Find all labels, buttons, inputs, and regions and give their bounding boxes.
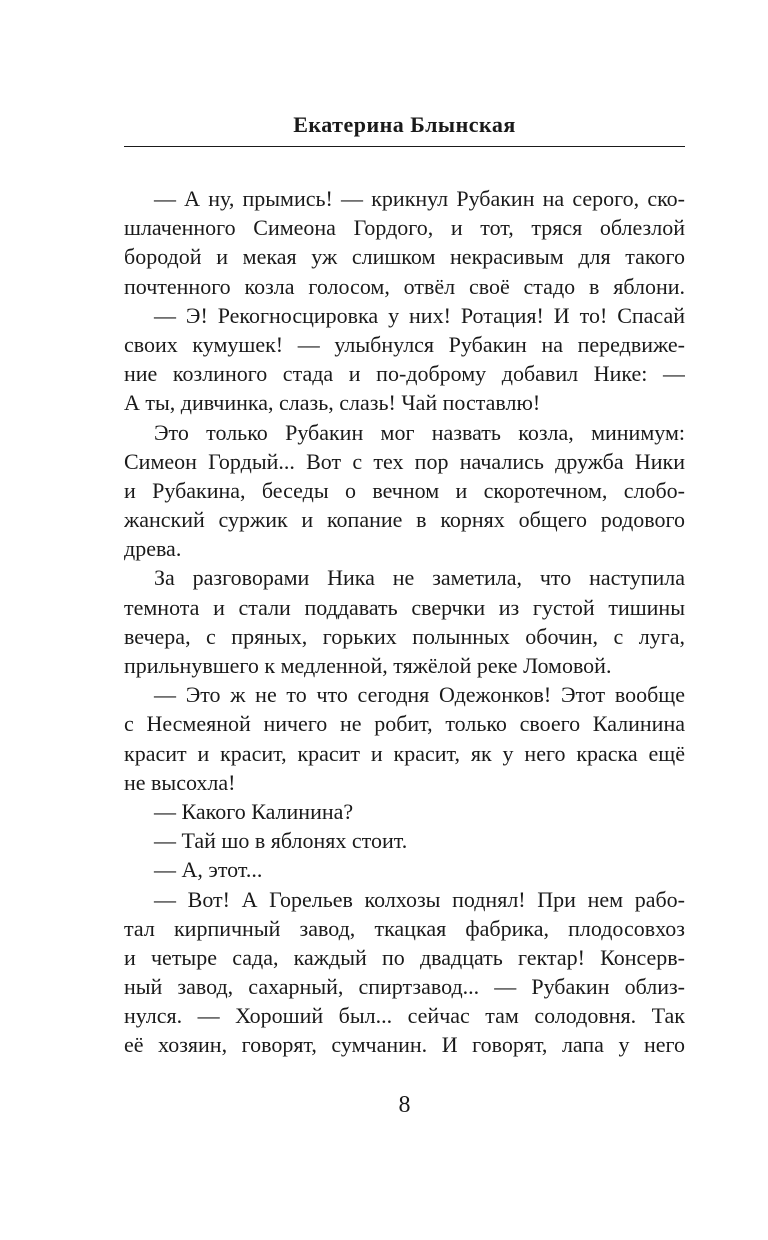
text-line: с Несмеяной ничего не робит, только своего Калинина bbox=[124, 711, 685, 737]
text-line: ный завод, сахарный, спиртзавод... — Рубакин облиз- bbox=[124, 974, 685, 1000]
text-line: — Э! Рекогносцировка у них! Ротация! И то! Спасай bbox=[154, 302, 685, 328]
text-line: — Вот! А Горельев колхозы поднял! При нем рабо- bbox=[154, 886, 685, 912]
text-line: и Рубакина, беседы о вечном и скоротечном, слобо- bbox=[124, 477, 685, 503]
text-line: красит и красит, красит и красит, як у него краска ещё bbox=[124, 740, 685, 766]
running-head-title: Екатерина Блынская bbox=[293, 112, 516, 137]
text-line: Симеон Гордый... Вот с тех пор начались дружба Ники bbox=[124, 448, 685, 474]
text-line: — А, этот... bbox=[154, 857, 263, 883]
text-line: её хозяин, говорят, сумчанин. И говорят, лапа у него bbox=[124, 1032, 685, 1058]
text-line: ние козлиного стада и по-доброму добавил Нике: — bbox=[124, 361, 685, 387]
text-line: прильнувшего к медленной, тяжёлой реке Ломовой. bbox=[124, 653, 612, 678]
text-line: — Какого Калинина? bbox=[154, 798, 354, 824]
text-line: Это только Рубакин мог назвать козла, минимум: bbox=[154, 419, 685, 445]
text-line: вечера, с пряных, горьких полынных обочин, с луга, bbox=[124, 623, 685, 649]
page-number: 8 bbox=[398, 1092, 411, 1118]
text-line: темнота и стали поддавать сверчки из густой тишины bbox=[124, 594, 685, 620]
text-line: почтенного козла голосом, отвёл своё стадо в яблони. bbox=[124, 273, 685, 299]
text-line: — А ну, прымись! — крикнул Рубакин на серого, ско- bbox=[154, 186, 685, 211]
text-line: — Это ж не то что сегодня Одежонков! Этот вообще bbox=[154, 682, 685, 708]
text-line: тал кирпичный завод, ткацкая фабрика, плодосовхоз bbox=[124, 915, 685, 941]
text-line: За разговорами Ника не заметила, что наступила bbox=[154, 565, 685, 591]
text-line: не высохла! bbox=[124, 769, 236, 795]
text-line: — Тай шо в яблонях стоит. bbox=[154, 828, 408, 854]
text-line: А ты, дивчинка, слазь, слазь! Чай поставлю! bbox=[124, 390, 541, 416]
text-line: своих кумушек! — улыбнулся Рубакин на передвиже- bbox=[124, 331, 685, 357]
text-line: нулся. — Хороший был... сейчас там солодовня. Так bbox=[124, 1003, 685, 1029]
text-line: бородой и мекая уж слишком некрасивым для такого bbox=[124, 244, 685, 270]
body-text bbox=[124, 184, 685, 1060]
header-rule bbox=[124, 146, 685, 147]
text-line: шлаченного Симеона Гордого, и тот, тряся облезлой bbox=[124, 215, 685, 241]
text-line: и четыре сада, каждый по двадцать гектар! Консерв- bbox=[124, 944, 685, 970]
text-line: жанский суржик и копание в корнях общего родового bbox=[124, 507, 685, 533]
text-line: древа. bbox=[124, 536, 182, 562]
